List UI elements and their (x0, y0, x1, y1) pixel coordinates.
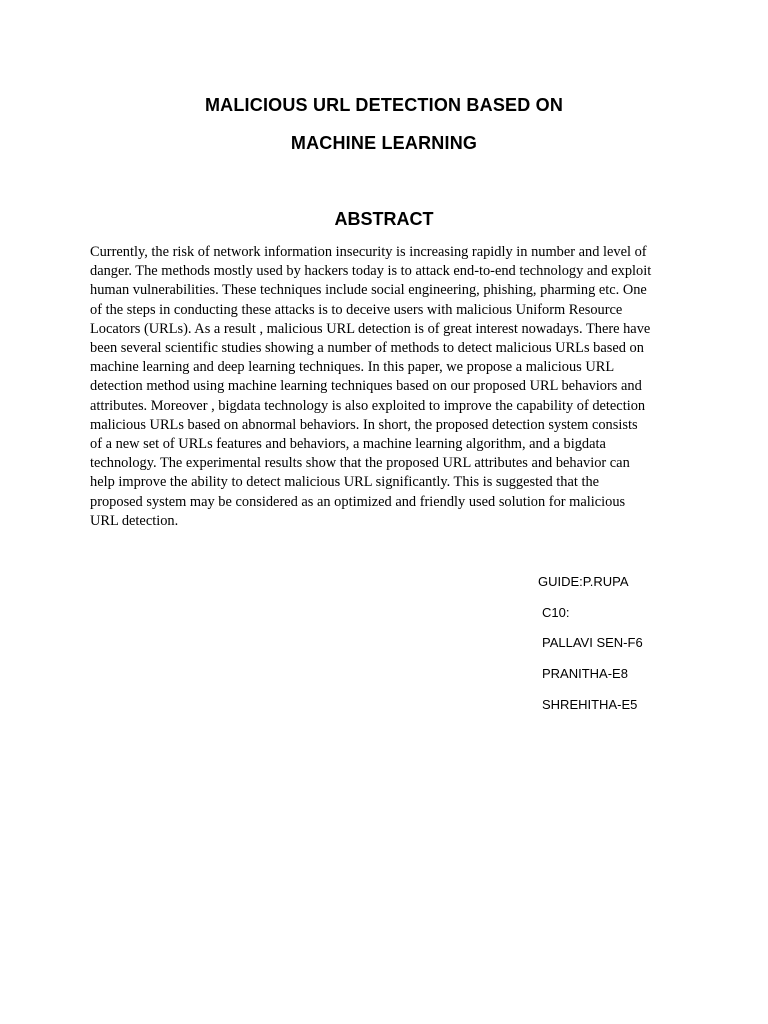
abstract-line: of the steps in conducting these attacks is to deceive users with malicious Uniform Resource (90, 301, 623, 318)
abstract-line: malicious URLs based on abnormal behaviors. In short, the proposed detection system consists (90, 416, 638, 433)
team-member: PALLAVI SEN-F6 (542, 635, 643, 651)
batch-code: C10: (542, 604, 570, 620)
abstract-line: machine learning and deep learning techniques. In this paper, we propose a malicious URL (90, 359, 615, 376)
abstract-line: proposed system may be considered as an optimized and friendly used solution for malicious (90, 493, 626, 510)
credits-block (538, 573, 643, 726)
abstract-line: help improve the ability to detect malicious URL significantly. This is suggested that the (90, 474, 600, 491)
abstract-line: Locators (URLs). As a result , malicious URL detection is of great interest nowadays. There have (90, 320, 651, 337)
abstract-line: danger. The methods mostly used by hackers today is to attack end-to-end technology and exploit (90, 263, 652, 280)
team-member: PRANITHA-E8 (542, 666, 628, 682)
guide-name: GUIDE:P.RUPA (538, 574, 629, 589)
team-member: SHREHITHA-E5 (542, 696, 638, 712)
abstract-line: of a new set of URLs features and behaviors, a machine learning algorithm, and a bigdata (90, 436, 606, 453)
abstract-paragraph (90, 243, 682, 531)
abstract-line: URL detection. (90, 512, 179, 529)
abstract-heading: ABSTRACT (334, 209, 434, 229)
abstract-line: been several scientific studies showing a number of methods to detect malicious URLs based on (90, 340, 644, 357)
abstract-line: Currently, the risk of network information insecurity is increasing rapidly in number and level of (90, 244, 647, 260)
abstract-line: human vulnerabilities. These techniques include social engineering, phishing, pharming etc. One (90, 282, 647, 299)
abstract-line: detection method using machine learning techniques based on our proposed URL behaviors and (90, 378, 642, 395)
abstract-line: attributes. Moreover , bigdata technology is also exploited to improve the capability of detection (90, 397, 646, 414)
document-title-line-2: MACHINE LEARNING (290, 133, 478, 153)
abstract-line: technology. The experimental results show that the proposed URL attributes and behavior can (90, 455, 630, 472)
document-title-line-1: MALICIOUS URL DETECTION BASED ON (204, 95, 564, 115)
